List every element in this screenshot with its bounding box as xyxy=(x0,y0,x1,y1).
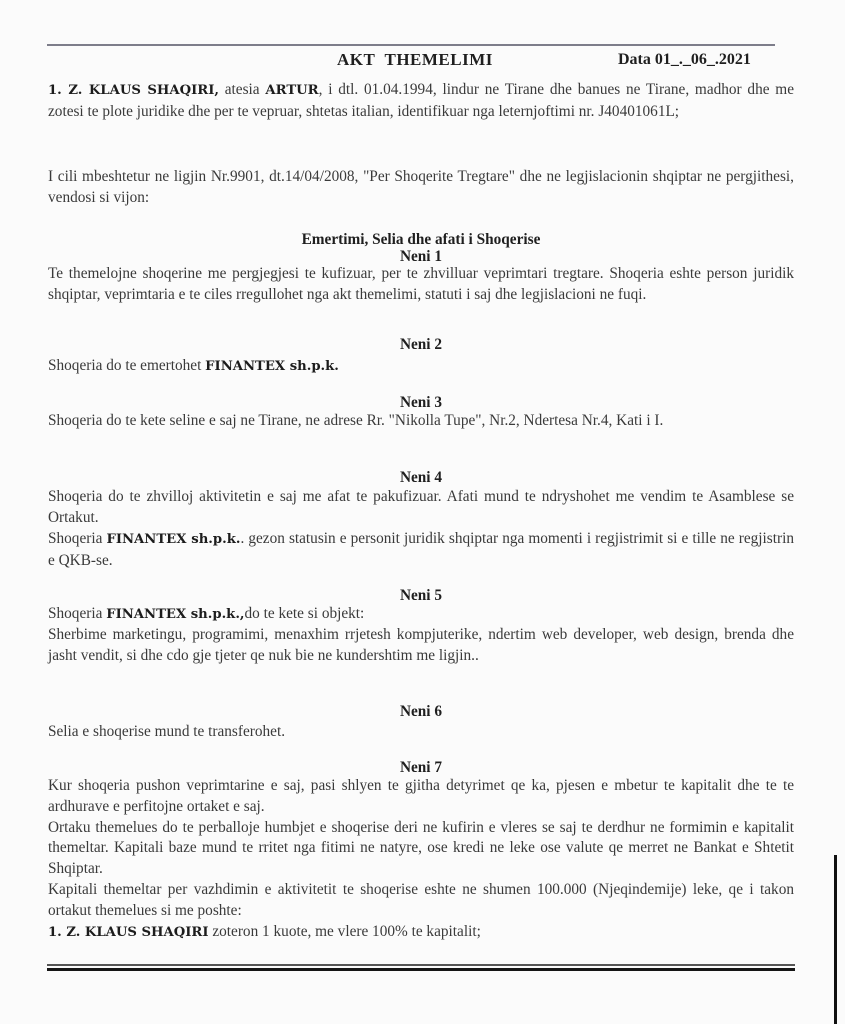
shareholder-name: 1. Z. KLAUS SHAQIRI xyxy=(48,924,209,940)
article-7-text xyxy=(48,776,794,943)
article-4-title: Neni 4 xyxy=(399,469,443,486)
bottom-rule-thin xyxy=(47,964,795,966)
article-6-text: Selia e shoqerise mund te transferohet. xyxy=(48,723,286,740)
article-7-title: Neni 7 xyxy=(399,759,443,776)
article-3-title: Neni 3 xyxy=(399,394,443,411)
article-3-text: Shoqeria do te kete seline e saj ne Tirane, ne adrese Rr. "Nikolla Tupe", Nr.2, Ndertesa Nr.4, Kati i I. xyxy=(48,412,664,429)
document-title: AKT THEMELIMI xyxy=(337,50,493,69)
article-1-title: Neni 1 xyxy=(399,248,443,265)
article-4-text-before: Shoqeria xyxy=(48,530,107,547)
top-rule xyxy=(47,44,775,46)
article-2-text xyxy=(48,355,794,377)
document-header xyxy=(0,50,845,72)
legal-basis-paragraph: I cili mbeshtetur ne ligjin Nr.9901, dt.14/04/2008, "Per Shoqerite Tregtare" dhe ne legjislacionin shqiptar ne pergjithesi, vendosi si vijon: xyxy=(48,168,794,206)
company-name: FINANTEX sh.p.k., xyxy=(106,607,245,622)
article-5-title: Neni 5 xyxy=(399,587,443,604)
shareholder-share: zoteron 1 kuote, me vlere 100% te kapitalit; xyxy=(208,922,481,940)
founder-details: , i dtl. 01.04.1994, lindur ne Tirane dhe banues ne Tirane, madhor dhe me zotesi te plote juridike dhe per te vepruar, shtetas italian, identifikuar nga leternjoftimi nr. J40401061L; xyxy=(48,81,794,120)
article-5-object: Sherbime marketingu, programimi, menaxhim rrjetesh kompjuterike, ndertim web developer, web design, brenda dhe jasht vendit, si dhe cdo gje tjeter qe nuk bie ne kundershtim me ligjin.. xyxy=(48,626,794,664)
bottom-rule-thick xyxy=(47,968,795,971)
article-1-text: Te themelojne shoqerine me pergjegjesi te kufizuar, per te zhvilluar veprimtari tregtare. Shoqeria eshte person juridik shqiptar, veprimtaria e te ciles rregullohet nga akt themelimi, statuti i saj dhe legjislacioni ne fuqi. xyxy=(48,265,794,303)
article-5-text-before: Shoqeria xyxy=(48,605,107,622)
article-2-title: Neni 2 xyxy=(399,336,443,353)
article-7-paragraph-1: Kur shoqeria pushon veprimtarine e saj, pasi shlyen te gjitha detyrimet qe ka, pjesen e mbetur te kapitalit dhe te te ardhurave e perfitojne ortaket e saj. xyxy=(48,777,794,815)
article-4-text-after: . gezon statusin e personit juridik shqiptar nga momenti i regjistrimit si e tille ne regjistrin e QKB-se. xyxy=(48,530,794,569)
article-7-shareholder-line xyxy=(48,922,794,944)
section-heading: Emertimi, Selia dhe afati i Shoqerise xyxy=(301,231,541,248)
founder-paragraph xyxy=(48,79,794,122)
article-5-intro xyxy=(48,603,794,625)
article-6-title: Neni 6 xyxy=(399,703,443,720)
founder-name: 1. Z. KLAUS SHAQIRI, xyxy=(48,83,219,98)
bottom-double-rule xyxy=(47,964,795,972)
article-2-text-before: Shoqeria do te emertohet xyxy=(48,357,206,374)
company-name: FINANTEX sh.p.k. xyxy=(106,532,241,547)
page-edge-bar xyxy=(834,855,837,1024)
article-4-status-text xyxy=(48,528,794,571)
article-5-text-after: do te kete si objekt: xyxy=(244,605,365,622)
company-name: FINANTEX sh.p.k. xyxy=(205,359,339,374)
article-7-paragraph-3: Kapitali themeltar per vazhdimin e aktivitetit te shoqerise eshte ne shumen 100.000 (Njeqindemije) leke, qe i takon ortakut themelues si me poshte: xyxy=(48,880,794,919)
article-7-paragraph-2: Ortaku themelues do te perballoje humbjet e shoqerise deri ne kufirin e vleres se saj te derdhur ne formimin e kapitalit themeltar. Kapitali baze mund te rritet nga fitimi ne natyre, ose kredi ne leke ose valute qe merret ne Bankat e Shtetit Shqiptar. xyxy=(48,818,794,878)
document-date: Data 01_._06_.2021 xyxy=(618,51,751,68)
father-name: ARTUR xyxy=(265,83,319,98)
article-4-text: Shoqeria do te zhvilloj aktivitetin e saj me afat te pakufizuar. Afati mund te ndryshohet me vendim te Asamblese se Ortakut. xyxy=(48,488,794,526)
atesia-label: atesia xyxy=(218,81,266,98)
